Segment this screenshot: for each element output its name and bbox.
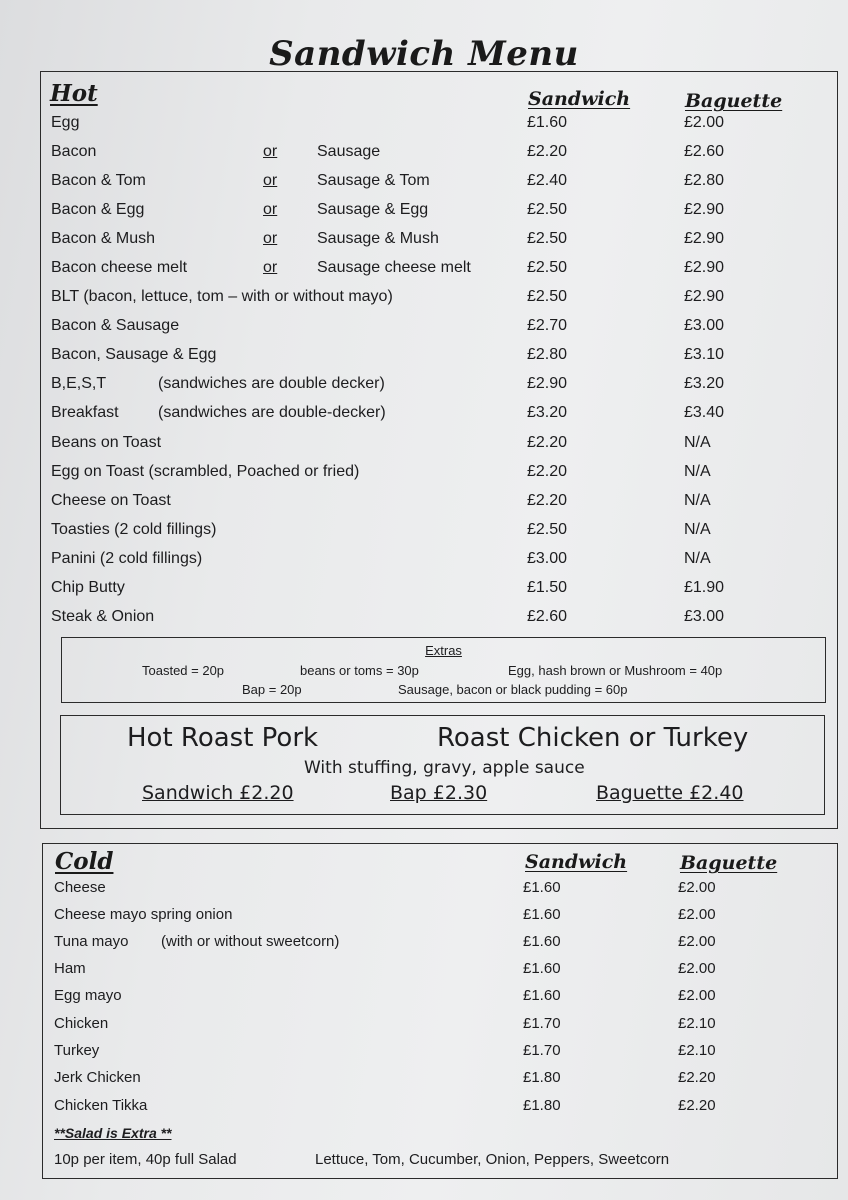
baguette-price: £3.40 bbox=[684, 404, 725, 421]
baguette-price: £2.90 bbox=[684, 288, 725, 305]
menu-row bbox=[0, 114, 848, 138]
item-name: Steak & Onion bbox=[51, 608, 155, 625]
item-alt-name: Sausage & Egg bbox=[317, 201, 429, 218]
item-note: (with or without sweetcorn) bbox=[161, 933, 340, 950]
item-name: Bacon, Sausage & Egg bbox=[51, 346, 217, 363]
baguette-price: £2.00 bbox=[678, 933, 716, 950]
baguette-price: £2.90 bbox=[684, 259, 725, 276]
sandwich-price: £1.60 bbox=[527, 114, 568, 131]
menu-row bbox=[0, 1097, 848, 1121]
baguette-price: £2.00 bbox=[678, 960, 716, 977]
item-name: Turkey bbox=[54, 1042, 100, 1059]
baguette-price: £2.90 bbox=[684, 201, 725, 218]
baguette-price: £2.00 bbox=[678, 906, 716, 923]
or-separator: or bbox=[263, 201, 278, 218]
sandwich-price: £1.80 bbox=[523, 1069, 561, 1086]
item-name: Bacon cheese melt bbox=[51, 259, 188, 276]
item-name: Ham bbox=[54, 960, 86, 977]
menu-row bbox=[0, 434, 848, 458]
item-name: Cheese mayo spring onion bbox=[54, 906, 233, 923]
sandwich-price: £2.70 bbox=[527, 317, 568, 334]
menu-row bbox=[0, 608, 848, 632]
baguette-price: £3.20 bbox=[684, 375, 725, 392]
menu-row bbox=[0, 463, 848, 487]
roast-pork-title: Hot Roast Pork bbox=[127, 723, 319, 753]
item-name: Beans on Toast bbox=[51, 434, 162, 451]
sandwich-price: £2.50 bbox=[527, 259, 568, 276]
item-note: (sandwiches are double-decker) bbox=[158, 404, 386, 421]
sandwich-price: £3.20 bbox=[527, 404, 568, 421]
baguette-price: £2.20 bbox=[678, 1097, 716, 1114]
menu-row bbox=[0, 143, 848, 167]
roast-sandwich-price: Sandwich £2.20 bbox=[142, 782, 294, 804]
hot-col-baguette: Baguette bbox=[685, 90, 783, 112]
item-name: Cheese on Toast bbox=[51, 492, 171, 509]
item-note: (sandwiches are double decker) bbox=[158, 375, 385, 392]
baguette-price: £2.10 bbox=[678, 1015, 716, 1032]
baguette-price: £3.00 bbox=[684, 608, 725, 625]
item-name: Bacon & Tom bbox=[51, 172, 146, 189]
roast-chicken-title: Roast Chicken or Turkey bbox=[437, 723, 749, 753]
item-alt-name: Sausage bbox=[317, 143, 381, 160]
baguette-price: £2.80 bbox=[684, 172, 725, 189]
baguette-price: £2.00 bbox=[684, 114, 725, 131]
menu-row bbox=[0, 1069, 848, 1093]
salad-items: Lettuce, Tom, Cucumber, Onion, Peppers, Sweetcorn bbox=[315, 1151, 670, 1168]
hot-col-sandwich: Sandwich bbox=[528, 88, 631, 110]
baguette-price: £2.60 bbox=[684, 143, 725, 160]
item-name: Jerk Chicken bbox=[54, 1069, 141, 1086]
menu-row bbox=[0, 1042, 848, 1066]
salad-row bbox=[0, 1151, 848, 1175]
sandwich-price: £2.50 bbox=[527, 521, 568, 538]
menu-row bbox=[0, 492, 848, 516]
salad-price: 10p per item, 40p full Salad bbox=[54, 1151, 237, 1168]
cold-col-baguette: Baguette bbox=[680, 852, 778, 874]
sandwich-price: £1.70 bbox=[523, 1042, 561, 1059]
menu-row bbox=[0, 1015, 848, 1039]
baguette-price: £2.20 bbox=[678, 1069, 716, 1086]
sandwich-price: £1.80 bbox=[523, 1097, 561, 1114]
sandwich-price: £2.40 bbox=[527, 172, 568, 189]
or-separator: or bbox=[263, 172, 278, 189]
item-name: Cheese bbox=[54, 879, 106, 896]
cold-heading: Cold bbox=[55, 848, 114, 875]
menu-row bbox=[0, 375, 848, 399]
item-alt-name: Sausage & Mush bbox=[317, 230, 439, 247]
item-name: B,E,S,T bbox=[51, 375, 107, 392]
sandwich-price: £2.80 bbox=[527, 346, 568, 363]
extras-beans: beans or toms = 30p bbox=[300, 663, 419, 678]
item-name: Panini (2 cold fillings) bbox=[51, 550, 203, 567]
or-separator: or bbox=[263, 143, 278, 160]
salad-extra-note: **Salad is Extra ** bbox=[54, 1125, 172, 1141]
menu-row bbox=[0, 317, 848, 341]
roast-baguette-price: Baguette £2.40 bbox=[596, 782, 744, 804]
menu-row bbox=[0, 550, 848, 574]
menu-row bbox=[0, 172, 848, 196]
sandwich-price: £1.60 bbox=[523, 879, 561, 896]
item-name: Egg mayo bbox=[54, 987, 122, 1004]
roast-box bbox=[60, 715, 825, 815]
menu-row bbox=[0, 230, 848, 254]
item-name: Bacon bbox=[51, 143, 97, 160]
menu-row bbox=[0, 960, 848, 984]
menu-row bbox=[0, 987, 848, 1011]
item-name: Chip Butty bbox=[51, 579, 125, 596]
sandwich-price: £2.90 bbox=[527, 375, 568, 392]
sandwich-price: £2.50 bbox=[527, 201, 568, 218]
menu-row bbox=[0, 346, 848, 370]
item-name: Tuna mayo bbox=[54, 933, 129, 950]
sandwich-price: £1.50 bbox=[527, 579, 568, 596]
menu-row bbox=[0, 404, 848, 428]
baguette-price: N/A bbox=[684, 550, 711, 567]
sandwich-price: £2.20 bbox=[527, 434, 568, 451]
hot-heading: Hot bbox=[50, 80, 98, 107]
baguette-price: N/A bbox=[684, 521, 711, 538]
sandwich-price: £2.20 bbox=[527, 143, 568, 160]
cold-col-sandwich: Sandwich bbox=[525, 851, 628, 873]
item-name: Chicken Tikka bbox=[54, 1097, 148, 1114]
extras-toasted: Toasted = 20p bbox=[142, 663, 225, 678]
sandwich-price: £1.60 bbox=[523, 906, 561, 923]
baguette-price: £2.00 bbox=[678, 987, 716, 1004]
extras-box bbox=[61, 637, 826, 703]
baguette-price: £1.90 bbox=[684, 579, 725, 596]
baguette-price: N/A bbox=[684, 492, 711, 509]
baguette-price: £3.00 bbox=[684, 317, 725, 334]
item-name: Egg bbox=[51, 114, 80, 131]
roast-with: With stuffing, gravy, apple sauce bbox=[304, 758, 585, 778]
sandwich-price: £1.60 bbox=[523, 987, 561, 1004]
or-separator: or bbox=[263, 259, 278, 276]
menu-row bbox=[0, 879, 848, 903]
menu-row bbox=[0, 259, 848, 283]
item-alt-name: Sausage cheese melt bbox=[317, 259, 471, 276]
baguette-price: £2.00 bbox=[678, 879, 716, 896]
menu-row bbox=[0, 933, 848, 957]
sandwich-price: £1.70 bbox=[523, 1015, 561, 1032]
roast-bap-price: Bap £2.30 bbox=[390, 782, 488, 804]
sandwich-price: £2.20 bbox=[527, 463, 568, 480]
sandwich-price: £2.50 bbox=[527, 288, 568, 305]
baguette-price: £2.90 bbox=[684, 230, 725, 247]
sandwich-price: £2.20 bbox=[527, 492, 568, 509]
extras-bap: Bap = 20p bbox=[242, 682, 302, 697]
item-name: Breakfast bbox=[51, 404, 119, 421]
item-name: Bacon & Mush bbox=[51, 230, 156, 247]
menu-row bbox=[0, 579, 848, 603]
item-alt-name: Sausage & Tom bbox=[317, 172, 430, 189]
sandwich-price: £1.60 bbox=[523, 960, 561, 977]
sandwich-price: £3.00 bbox=[527, 550, 568, 567]
menu-row bbox=[0, 906, 848, 930]
item-name: BLT (bacon, lettuce, tom – with or without mayo) bbox=[51, 288, 393, 305]
menu-row bbox=[0, 201, 848, 225]
baguette-price: N/A bbox=[684, 434, 711, 451]
page-title: Sandwich Menu bbox=[269, 34, 579, 74]
sandwich-price: £2.60 bbox=[527, 608, 568, 625]
menu-row bbox=[0, 521, 848, 545]
sandwich-price: £2.50 bbox=[527, 230, 568, 247]
baguette-price: £2.10 bbox=[678, 1042, 716, 1059]
item-name: Bacon & Egg bbox=[51, 201, 145, 218]
extras-egg-hash: Egg, hash brown or Mushroom = 40p bbox=[508, 663, 723, 678]
menu-row bbox=[0, 288, 848, 312]
item-name: Chicken bbox=[54, 1015, 109, 1032]
extras-sausage: Sausage, bacon or black pudding = 60p bbox=[398, 682, 628, 697]
item-name: Toasties (2 cold fillings) bbox=[51, 521, 217, 538]
extras-title: Extras bbox=[425, 643, 462, 658]
or-separator: or bbox=[263, 230, 278, 247]
baguette-price: N/A bbox=[684, 463, 711, 480]
item-name: Egg on Toast (scrambled, Poached or fried) bbox=[51, 463, 360, 480]
item-name: Bacon & Sausage bbox=[51, 317, 180, 334]
sandwich-price: £1.60 bbox=[523, 933, 561, 950]
baguette-price: £3.10 bbox=[684, 346, 725, 363]
